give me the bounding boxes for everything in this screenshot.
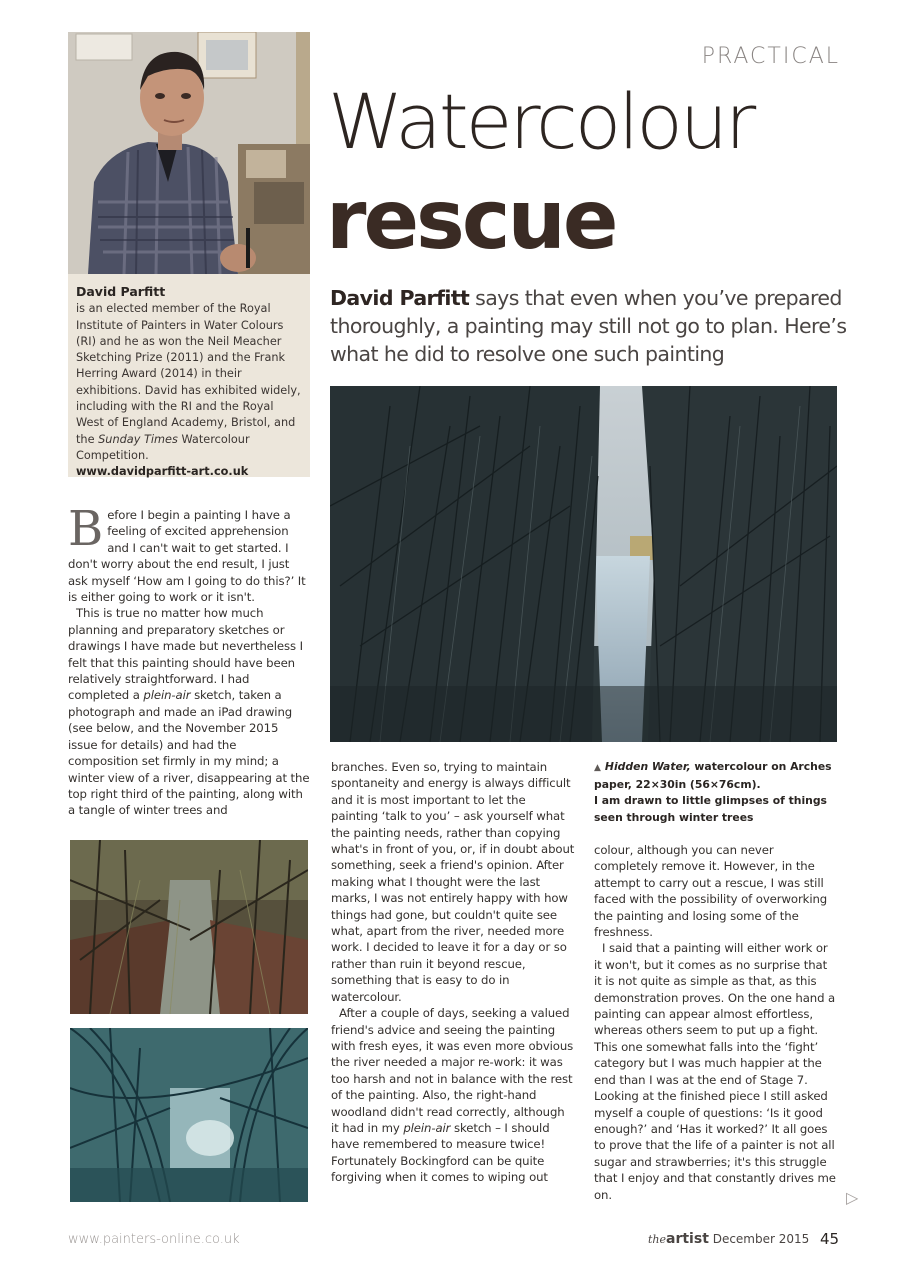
article-title-line1: Watercolour [328,77,754,166]
reference-photograph [70,840,308,1014]
standfirst [330,284,850,368]
author-bio [76,301,302,464]
author-website-link[interactable]: www.davidparfitt-art.co.uk [76,465,249,479]
body-column-1 [68,501,310,819]
page-number: 45 [820,1230,840,1248]
author-name: David Parfitt [76,284,166,299]
image-caption [594,759,844,826]
body-paragraph: colour, although you can never completely remove it. However, in the attempt to carry out a rescue, I was still faced with the possibility of overworking the painting and losing some of the freshness. [594,843,828,940]
body-paragraph: I said that a painting will either work or it won't, but it comes as no surprise that it is not quite as simple as that, as this demonstration proves. On the one hand a painting can appear almost effortless, whereas others seem to put up a fight. This one somewhat falls into the ‘fight’ category but I was much happier at the end than I was at the end of Stage 7. Looking at the finished piece I still asked myself a couple of questions: ‘Is it good enough?’ and ‘Has it worked?’ It all goes to prove that the life of a painter is not all sugar and strawberries; it's this struggle that I enjoy and that constantly drives me on. [594,941,836,1202]
caption-title: Hidden Water, [604,760,691,773]
body-paragraph: This is true no matter how much planning and preparatory sketches or drawings I have made but nevertheless I felt that this painting should have been relatively straightforward. I had completed a plein-air sketch, taken a photograph and made an iPad drawing (see below, and the November 2015 issue for details) and had the composition set firmly in my mind; a winter view of a river, disappearing at the top right third of the painting, along with a tangle of winter trees and [68,606,310,818]
standfirst-text: says that even when you’ve prepared thoroughly, a painting may still not go to plan. Here’s what he did to resolve one such painting [330,286,847,366]
standfirst-author: David Parfitt [330,286,470,310]
next-page-arrow-icon[interactable]: ▷ [846,1188,859,1207]
issue-date: December 2015 [708,1232,810,1246]
drop-cap: B [68,501,104,557]
caption-medium: watercolour on Arches paper, 22×30in (56×76cm). [594,760,832,791]
magazine-logo-the: the [648,1233,667,1246]
footer-website-link[interactable]: www.painters-online.co.uk [68,1232,240,1247]
section-label: PRACTICAL [701,44,840,69]
footer-magazine-issue [648,1231,809,1247]
author-bio-italic: Sunday Times [98,432,178,446]
ipad-drawing-image [70,1028,308,1202]
author-bio-panel [68,274,310,477]
hero-painting-image [330,386,837,742]
body-paragraph: After a couple of days, seeking a valued friend's advice and seeing the painting with fresh eyes, it was even more obvious the river needed a major re-work: it was too harsh and not in balance with the rest of the painting. Also, the right-hand woodland didn't read correctly, although it had in my plein-air sketch – I should have remembered to measure twice! Fortunately Bockingford can be quite forgiving when it comes to wiping out [331,1006,574,1185]
body-paragraph: efore I begin a painting I have a feeling of excited apprehension and I can't wait to get started. I don't worry about the end result, I just ask myself ‘How am I going to do this?’ It is either going to work or it isn't. [68,508,306,605]
body-column-2 [331,759,575,1186]
author-photo [68,32,310,274]
author-bio-text-end: Watercolour Competition. [76,432,250,462]
caption-description: I am drawn to little glimpses of things seen through winter trees [594,794,827,824]
body-column-3 [594,842,838,1203]
author-bio-text: is an elected member of the Royal Institute of Painters in Water Colours (RI) and he as won the Neil Meacher Sketching Prize (2011) and the Frank Herring Award (2014) in their exhibitions. David has exhibited widely, including with the RI and the Royal West of England Academy, Bristol, and the [76,302,301,446]
caption-marker-icon: ▲ [594,763,601,773]
magazine-logo-artist: artist [666,1231,709,1247]
article-title-line2: rescue [326,173,616,268]
body-paragraph: branches. Even so, trying to maintain spontaneity and energy is always difficult and it is most important to let the painting ‘talk to you’ – ask yourself what the painting needs, rather than copying what's in front of you, or, if in doubt about something, seek a friend's opinion. After making what I thought were the last marks, I was not entirely happy with how things had gone, but couldn't quite see what, apart from the river, needed more work. I decided to leave it for a day or so rather than ruin it beyond rescue, something that is easy to do in watercolour. [331,760,575,1004]
